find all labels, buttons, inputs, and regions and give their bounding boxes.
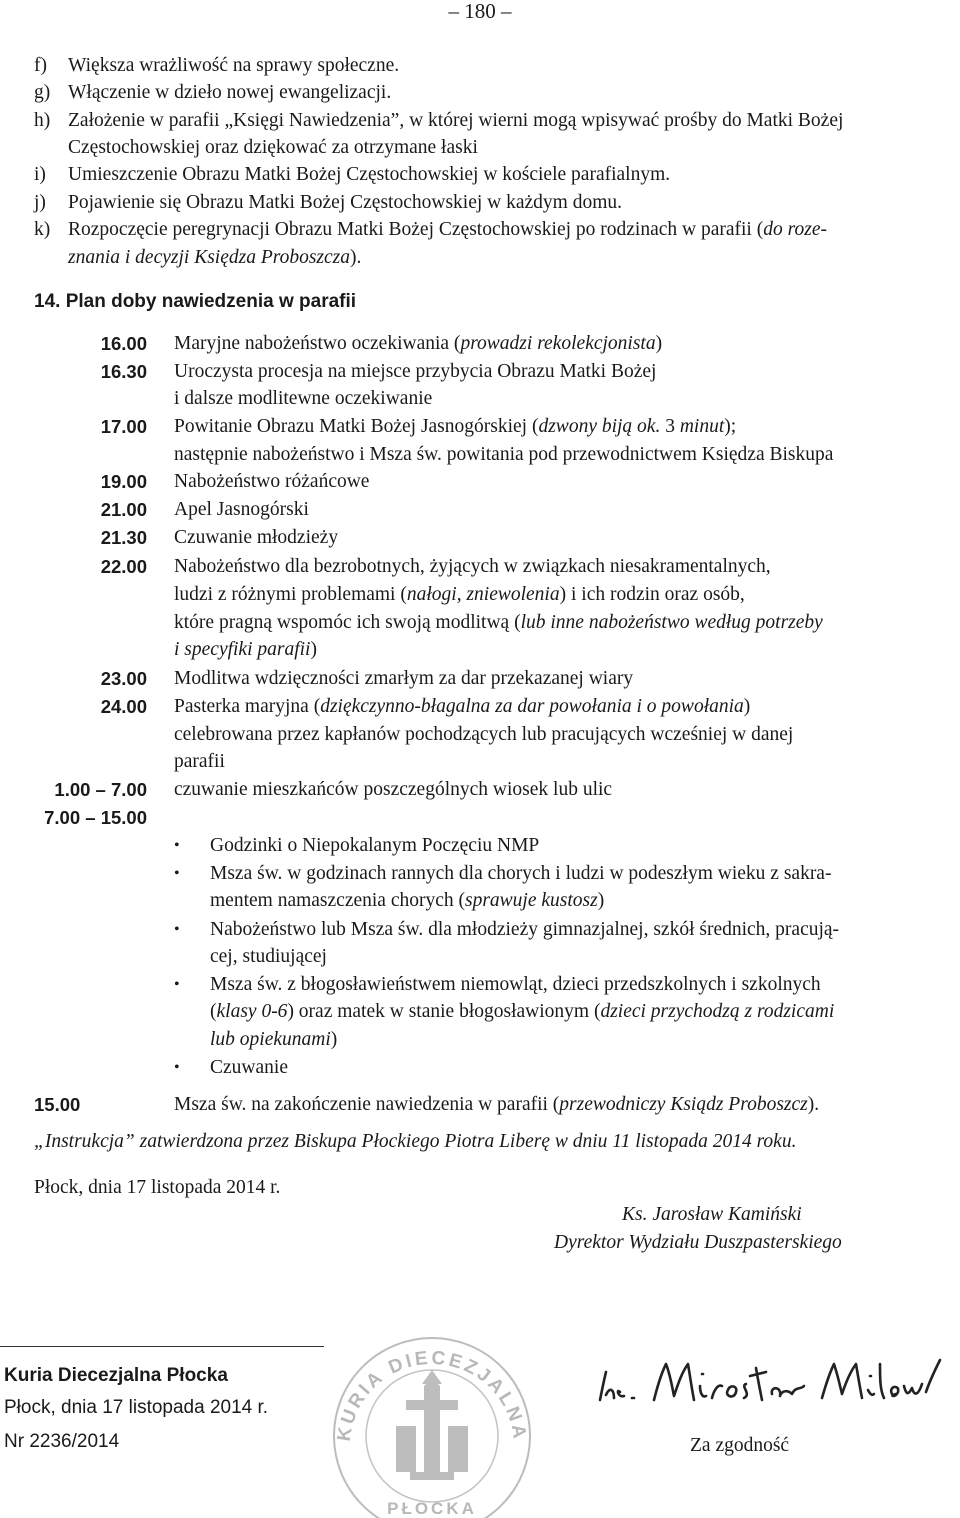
za-zgodnosc-label: Za zgodność xyxy=(690,1435,790,1456)
bullet-czuwanie: Czuwanie xyxy=(210,1057,288,1078)
item-text-f: Większa wrażliwość na sprawy społeczne. xyxy=(68,55,400,76)
time-2400: 24.00 xyxy=(100,696,147,717)
desc-1700-line2: następnie nabożeństwo i Msza św. powitania pod przewodnictwem Księdza Biskupa xyxy=(174,444,834,465)
time-0700-1500: 7.00 – 15.00 xyxy=(44,807,147,828)
bullet-niemowleta-line3: lub opiekunami) xyxy=(210,1029,338,1050)
desc-2400-line3: parafii xyxy=(174,751,225,772)
desc-1700-line1: Powitanie Obrazu Matki Bożej Jasnogórskiej (dzwony biją ok. 3 minut); xyxy=(174,416,737,437)
item-letter-g: g) xyxy=(34,82,51,103)
bullet-icon: • xyxy=(174,921,180,938)
footer-kuria: Kuria Diecezjalna Płocka xyxy=(4,1365,228,1386)
desc-1630-line1: Uroczysta procesja na miejsce przybycia Obrazu Matki Bożej xyxy=(174,361,657,382)
time-2300: 23.00 xyxy=(100,668,147,689)
item-text-h-line1: Założenie w parafii „Księgi Nawiedzenia”, w której wierni mogą wpisywać prośby do Matki Bożej xyxy=(68,110,844,131)
item-letter-j: j) xyxy=(34,192,46,213)
desc-2100: Apel Jasnogórski xyxy=(174,499,309,520)
item-text-i: Umieszczenie Obrazu Matki Bożej Częstochowskiej w kościele parafialnym. xyxy=(68,164,671,185)
desc-2200-line2: ludzi z różnymi problemami (nałogi, zniewolenia) i ich rodzin oraz osób, xyxy=(174,584,745,605)
bullet-niemowleta-line1: Msza św. z błogosławieństwem niemowląt, dzieci przedszkolnych i szkolnych xyxy=(210,974,821,995)
item-text-k-line1: Rozpoczęcie peregrynacji Obrazu Matki Bożej Częstochowskiej po rodzinach w parafii (do roze- xyxy=(68,219,827,240)
time-1630: 16.30 xyxy=(100,361,147,382)
desc-2200-line1: Nabożeństwo dla bezrobotnych, żyjących w związkach niesakramentalnych, xyxy=(174,556,771,577)
bullet-godzinki: Godzinki o Niepokalanym Poczęciu NMP xyxy=(210,835,540,856)
bullet-icon: • xyxy=(174,1059,180,1076)
bullet-mlodziez-line2: cej, studiującej xyxy=(210,946,327,967)
footer-divider xyxy=(0,1346,324,1347)
svg-text:PŁOCKA: PŁOCKA xyxy=(387,1499,477,1518)
desc-2400-line1: Pasterka maryjna (dziękczynno-błagalna za dar powołania i o powołania) xyxy=(174,696,751,717)
desc-0100-0700: czuwanie mieszkańców poszczególnych wiosek lub ulic xyxy=(174,779,613,800)
item-text-h-line2: Częstochowskiej oraz dziękować za otrzymane łaski xyxy=(68,137,478,158)
handwritten-signature xyxy=(596,1350,946,1420)
desc-1900: Nabożeństwo różańcowe xyxy=(174,471,370,492)
desc-2200-line4: i specyfiki parafii) xyxy=(174,639,317,660)
bullet-icon: • xyxy=(174,837,180,854)
time-2200: 22.00 xyxy=(100,556,147,577)
time-1500: 15.00 xyxy=(34,1094,81,1115)
item-letter-i: i) xyxy=(34,164,46,185)
item-letter-f: f) xyxy=(34,55,47,76)
footer-date: Płock, dnia 17 listopada 2014 r. xyxy=(4,1397,269,1418)
item-text-j: Pojawienie się Obrazu Matki Bożej Częstochowskiej w każdym domu. xyxy=(68,192,622,213)
time-1900: 19.00 xyxy=(100,471,147,492)
desc-2300: Modlitwa wdzięczności zmarłym za dar przekazanej wiary xyxy=(174,668,634,689)
bullet-msza-chorych-line2: mentem namaszczenia chorych (sprawuje kustosz) xyxy=(210,890,605,911)
desc-2400-line2: celebrowana przez kapłanów pochodzących lub pracujących wcześniej w danej xyxy=(174,724,794,745)
page-number: – 180 – xyxy=(448,0,512,23)
desc-1630-line2: i dalsze modlitewne oczekiwanie xyxy=(174,388,433,409)
time-0100-0700: 1.00 – 7.00 xyxy=(54,779,147,800)
desc-1600: Maryjne nabożeństwo oczekiwania (prowadzi rekolekcjonista) xyxy=(174,333,663,354)
time-1700: 17.00 xyxy=(100,416,147,437)
bullet-niemowleta-line2: (klasy 0-6) oraz matek w stanie błogosławionym (dzieci przychodzą z rodzicami xyxy=(210,1001,835,1022)
bullet-mlodziez-line1: Nabożeństwo lub Msza św. dla młodzieży gimnazjalnej, szkół średnich, pracują- xyxy=(210,919,840,940)
time-2130: 21.30 xyxy=(100,527,147,548)
section-heading: 14. Plan doby nawiedzenia w parafii xyxy=(34,291,357,312)
desc-1500: Msza św. na zakończenie nawiedzenia w parafii (przewodniczy Ksiądz Proboszcz). xyxy=(174,1094,820,1115)
item-letter-h: h) xyxy=(34,110,51,131)
signature-title: Dyrektor Wydziału Duszpasterskiego xyxy=(554,1232,842,1253)
footer-number: Nr 2236/2014 xyxy=(4,1431,120,1452)
signature-name: Ks. Jarosław Kamiński xyxy=(622,1204,802,1225)
desc-2200-line3: które pragną wspomóc ich swoją modlitwą (lub inne nabożeństwo według potrzeby xyxy=(174,612,823,633)
item-text-k-line2: znania i decyzji Księdza Proboszcza). xyxy=(68,247,362,268)
svg-text:KURIA DIECEZJALNA: KURIA DIECEZJALNA xyxy=(333,1347,531,1443)
instruction-note: „Instrukcja” zatwierdzona przez Biskupa Płockiego Piotra Liberę w dniu 11 listopada 2014 roku. xyxy=(34,1131,797,1152)
desc-2130: Czuwanie młodzieży xyxy=(174,527,339,548)
time-1600: 16.00 xyxy=(100,333,147,354)
bullet-icon: • xyxy=(174,865,180,882)
bullet-icon: • xyxy=(174,976,180,993)
place-date: Płock, dnia 17 listopada 2014 r. xyxy=(34,1177,281,1198)
bullet-msza-chorych-line1: Msza św. w godzinach rannych dla chorych i ludzi w podeszłym wieku z sakra- xyxy=(210,863,832,884)
time-2100: 21.00 xyxy=(100,499,147,520)
item-text-g: Włączenie w dzieło nowej ewangelizacji. xyxy=(68,82,392,103)
item-letter-k: k) xyxy=(34,219,51,240)
church-stamp xyxy=(326,1326,538,1518)
